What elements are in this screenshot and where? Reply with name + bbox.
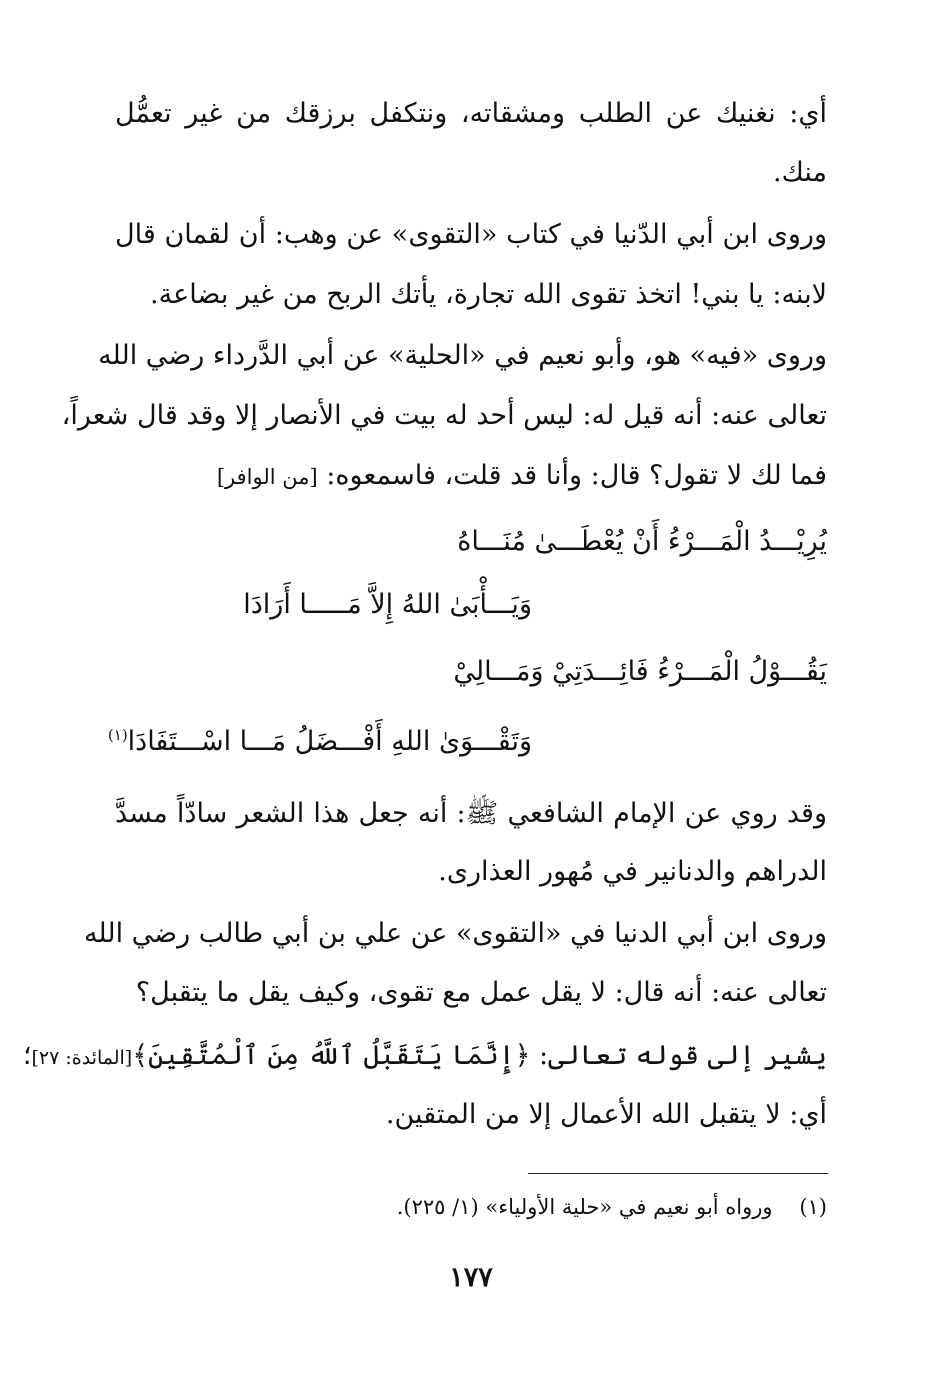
footnote <box>115 1191 827 1223</box>
body-text-line: لابنه: يا بني! اتخذ تقوى الله تجارة، يأتك الربح من غير بضاعة. <box>150 279 827 310</box>
poem-verse: يُرِيْـــدُ الْمَـــرْءُ أَنْ يُعْطَـــىٰ مُنَـــاهُ <box>457 526 827 557</box>
body-text-segment: ؛ <box>22 1040 32 1071</box>
body-text-line: وروى «فيه» هو، وأبو نعيم في «الحلية» عن أبي الدَّرداء رضي الله <box>98 340 827 371</box>
footnote-separator <box>528 1173 828 1174</box>
footnote-text: ورواه أبو نعيم في «حلية الأولياء» (١/ ٢٢٥). <box>396 1195 773 1219</box>
footnote-number: (١) <box>799 1195 827 1219</box>
body-text-line: أي: نغنيك عن الطلب ومشقاته، ونتكفل برزقك من غير تعمُّل <box>115 98 827 129</box>
poem-verse: وَيَـــأْبَىٰ اللهُ إِلاَّ مَـــــا أَرَادَا <box>243 589 532 620</box>
body-text-line: وروى ابن أبي الدنيا في «التقوى» عن علي بن أبي طالب رضي الله <box>83 918 827 949</box>
body-text-segment: فما لك لا تقول؟ قال: وأنا قد قلت، فاسمعوه: <box>326 460 827 491</box>
body-text-line: الدراهم والدنانير في مُهور العذارى. <box>438 856 827 887</box>
body-text-line: منك. <box>773 157 827 188</box>
poem-verse <box>108 715 532 762</box>
poem-meter-label: [من الوافر] <box>216 465 318 489</box>
body-text-line: وقد روي عن الإمام الشافعي ﷺ: أنه جعل هذا الشعر سادّاً مسدَّ <box>115 798 827 829</box>
poem-verse-text: وَتَقْـــوَىٰ اللهِ أَفْـــضَلُ مَـــا اسْـــتَفَادَا <box>127 726 532 757</box>
footnote-marker: (١) <box>107 726 128 744</box>
body-text-line <box>22 1036 827 1078</box>
quran-verse: ﴿إِنَّمَا يَتَقَبَّلُ ٱللَّهُ مِنَ ٱلْمُتَّقِينَ﴾ <box>132 1040 531 1071</box>
body-text-line: وروى ابن أبي الدّنيا في كتاب «التقوى» عن وهب: أن لقمان قال <box>115 219 827 250</box>
body-text-line: تعالى عنه: أنه قال: لا يقل عمل مع تقوى، وكيف يقل ما يتقبل؟ <box>135 977 827 1008</box>
body-text-line: أي: لا يتقبل الله الأعمال إلا من المتقين. <box>385 1099 827 1130</box>
body-text-line <box>115 456 827 497</box>
body-text-segment: يشير إلى قوله تعالى: <box>530 1040 827 1071</box>
poem-verse: يَقُـــوْلُ الْمَـــرْءُ فَائِـــدَتِيْ وَمَـــالِيْ <box>453 656 827 687</box>
page-number: ١٧٧ <box>449 1262 493 1293</box>
quran-reference: [المائدة: ٢٧] <box>31 1047 133 1069</box>
body-text-line: تعالى عنه: أنه قيل له: ليس أحد له بيت في الأنصار إلا وقد قال شعراً، <box>61 400 827 431</box>
